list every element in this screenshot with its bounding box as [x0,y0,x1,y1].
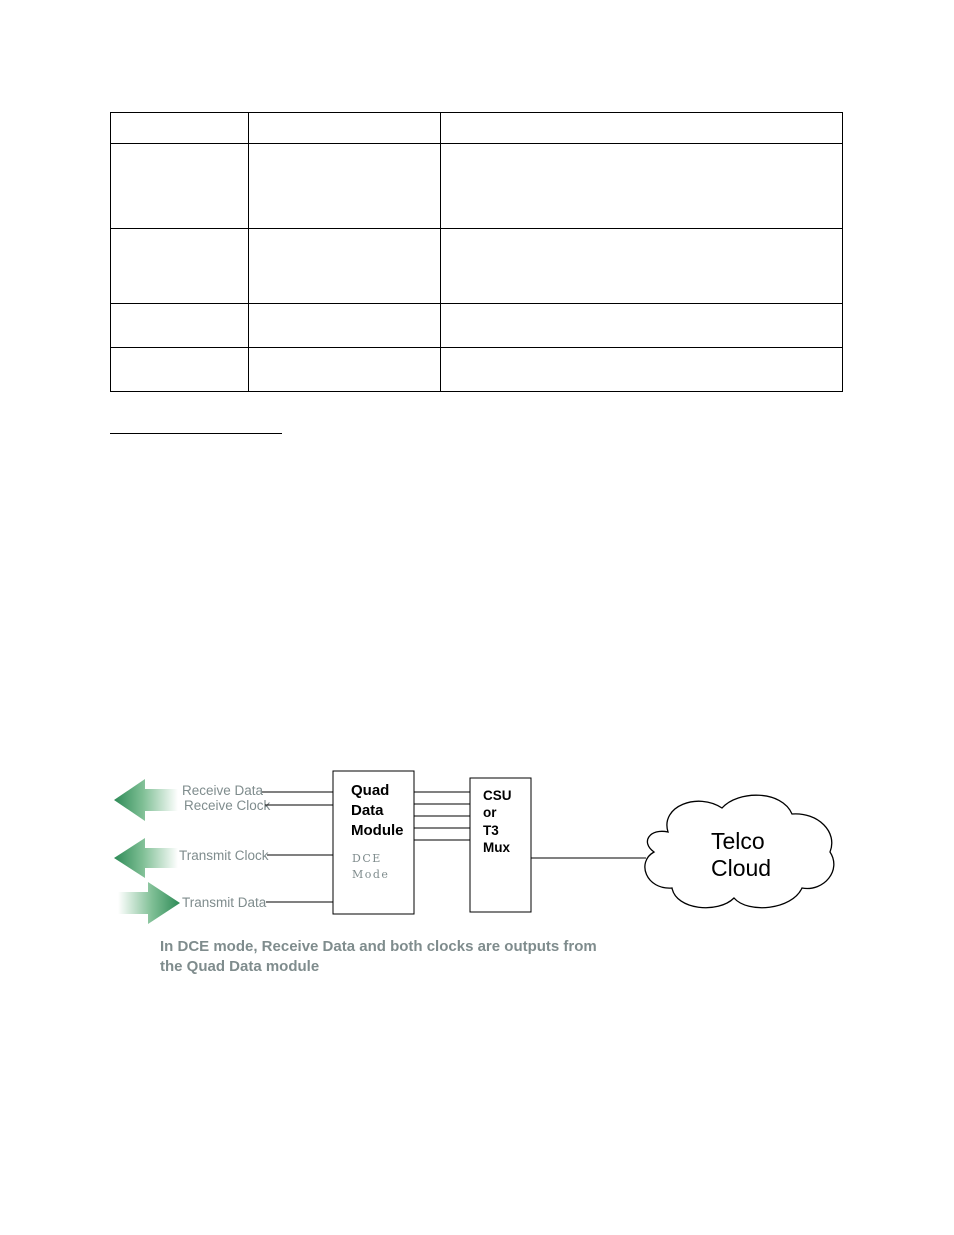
module-label-line3: Module [351,822,404,839]
csu-label-line2: or [483,805,497,820]
table-cell [441,304,843,348]
mode-label-line2: Mode [352,868,390,881]
footnote-rule [110,433,282,434]
module-label-line1: Quad [351,782,390,799]
table-cell [249,113,441,144]
empty-table [110,112,843,392]
table-cell [441,348,843,392]
table-cell [249,348,441,392]
table-cell [111,144,249,229]
transmit-clock-output-arrow-icon [114,838,178,878]
receive-output-arrow-icon [114,779,178,821]
table-row [111,348,843,392]
transmit-data-input-arrow-icon [118,882,180,924]
mode-label-line1: DCE [352,852,382,865]
table-cell [111,229,249,304]
table-cell [441,144,843,229]
transmit-data-label: Transmit Data [182,895,267,910]
table-cell [111,348,249,392]
csu-label-line1: CSU [483,788,512,803]
receive-data-label: Receive Data [182,783,264,798]
caption-line1: In DCE mode, Receive Data and both clocks are outputs from [160,938,597,955]
table-cell [249,144,441,229]
table-cell [441,113,843,144]
table-cell [249,229,441,304]
cloud-label-line2: Cloud [711,855,772,881]
transmit-clock-label: Transmit Clock [179,848,269,863]
cloud-label-line1: Telco [711,828,765,854]
csu-label-line3: T3 [483,823,499,838]
table-row [111,144,843,229]
table-row [111,229,843,304]
csu-label-line4: Mux [483,840,510,855]
table-header-row [111,113,843,144]
table-cell [441,229,843,304]
receive-clock-label: Receive Clock [184,798,271,813]
table-cell [111,304,249,348]
table-cell [249,304,441,348]
figure-caption [160,937,610,977]
table-row [111,304,843,348]
caption-line2: the Quad Data module [160,958,320,975]
module-label-line2: Data [351,802,384,819]
table-cell [111,113,249,144]
